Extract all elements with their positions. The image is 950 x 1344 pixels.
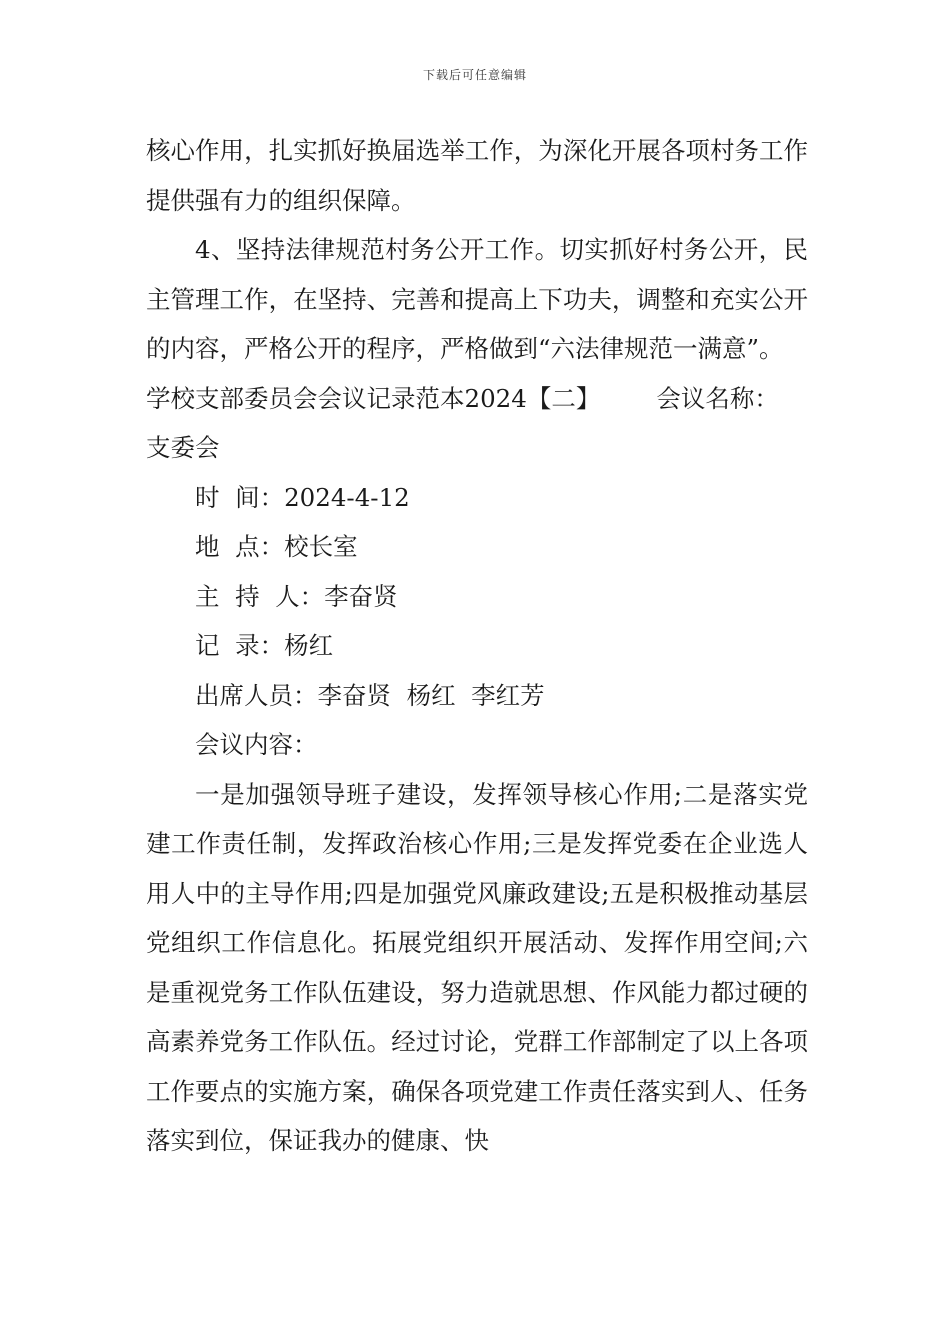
meeting-attendees: 出席人员：李奋贤 杨红 李红芳 <box>195 680 545 710</box>
header-note: 下载后可任意编辑 <box>422 68 527 82</box>
section-title-line <box>146 374 808 424</box>
paragraph-1: 核心作用，扎实抓好换届选举工作，为深化开展各项村务工作提供强有力的组织保障。 <box>146 136 808 215</box>
meeting-place: 地 点：校长室 <box>195 532 358 561</box>
paragraph-2: 4、坚持法律规范村务公开工作。切实抓好村务公开，民主管理工作，在坚持、完善和提高上下功夫，调整和充实公开的内容，严格公开的程序，严格做到“六法律规范一满意”。 <box>146 235 808 363</box>
meeting-content-label: 会议内容： <box>195 730 318 759</box>
meeting-host: 主 持 人：李奋贤 <box>195 581 398 611</box>
meeting-recorder: 记 录：杨红 <box>195 631 334 660</box>
section-title: 学校支部委员会会议记录范本2024【二】 <box>146 383 601 413</box>
paragraph-3: 一是加强领导班子建设，发挥领导核心作用;二是落实党建工作责任制，发挥政治核心作用;三是发挥党委在企业选人用人中的主导作用;四是加强党风廉政建设;五是积极推动基层党组织工作信息化。拓展党组织开展活动、发挥作用空间;六是重视党务工作队伍建设，努力造就思想、作风能力都过硬的高素养党务工作队伍。经过讨论，党群工作部制定了以上各项工作要点的实施方案，确保各项党建工作责任落实到人、任务落实到位，保证我办的健康、快 <box>146 779 808 1155</box>
meeting-name-value: 支委会 <box>146 433 220 462</box>
document-body <box>146 126 808 1166</box>
meeting-name-label: 会议名称： <box>656 383 779 413</box>
meeting-time: 时 间：2024-4-12 <box>195 482 410 512</box>
